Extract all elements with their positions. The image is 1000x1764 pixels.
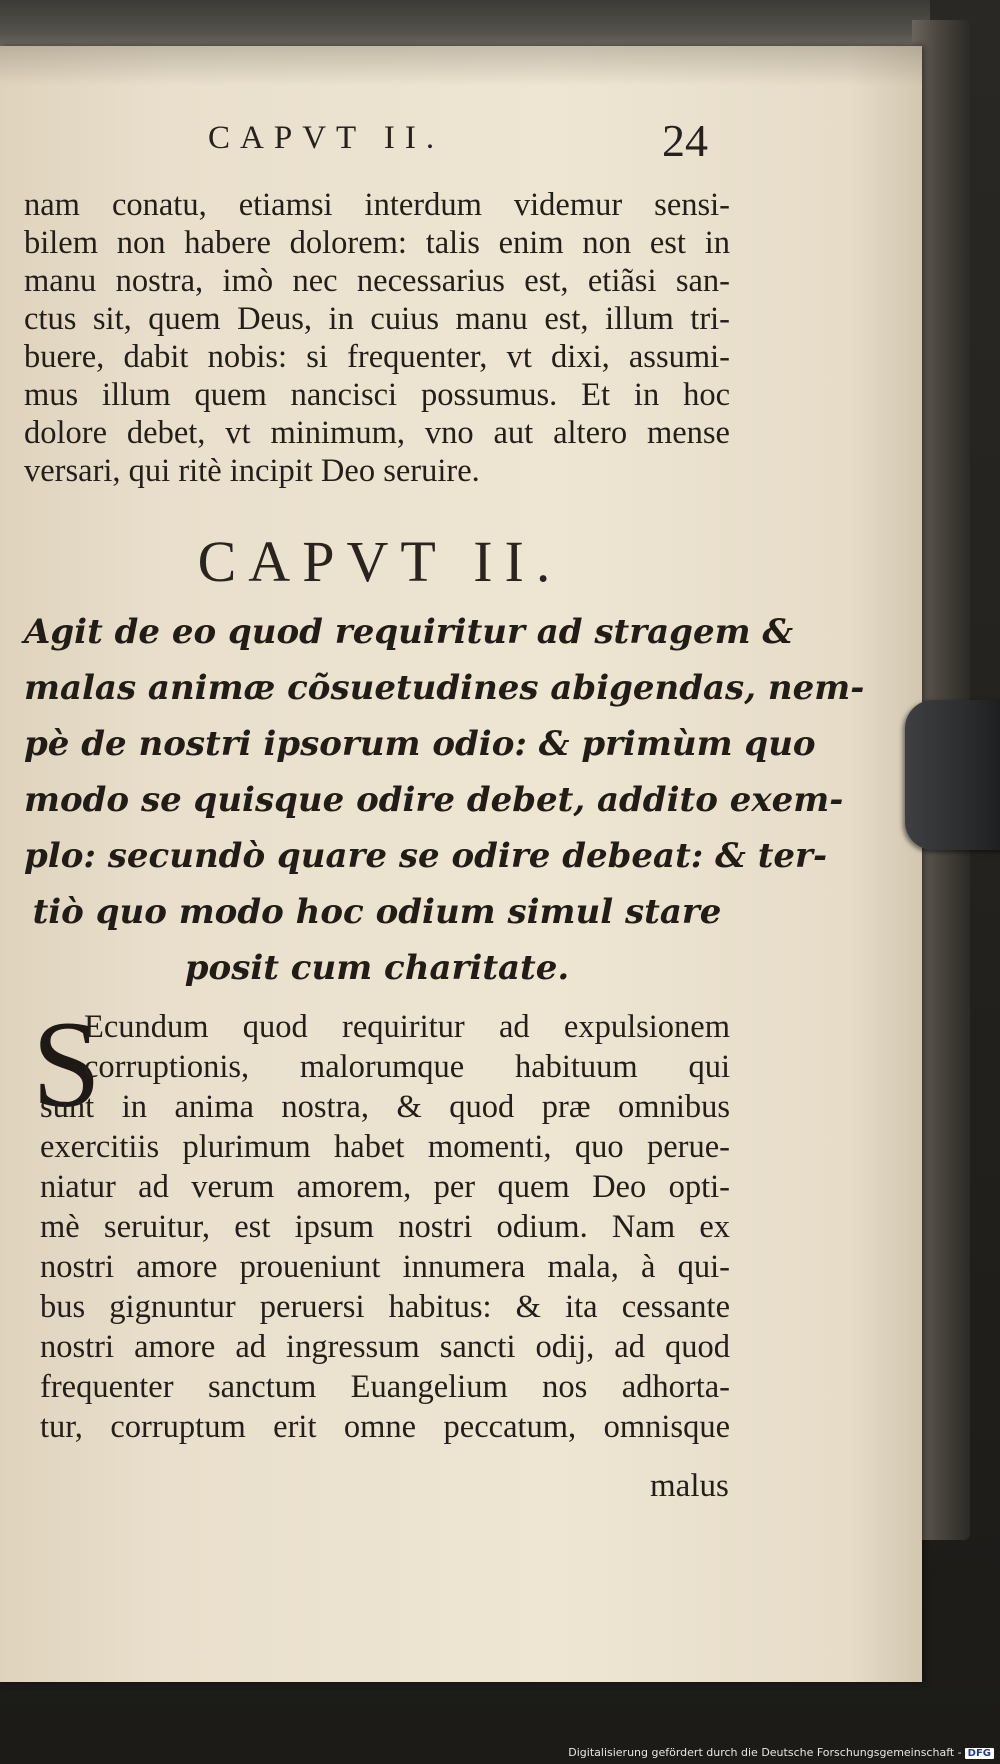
page-number: 24 xyxy=(662,115,708,166)
body-line: frequenter sanctum Euangelium nos adhorta- xyxy=(40,1369,730,1405)
text-line: bilem non habere dolorem: talis enim non est in xyxy=(24,225,730,261)
body-line: nostri amore ad ingressum sancti odij, ad quod xyxy=(40,1329,730,1365)
summary-line: modo se quisque odire debet, addito exem- xyxy=(24,780,844,820)
text-line: mus illum quem nancisci possumus. Et in hoc xyxy=(24,377,730,413)
summary-line: plo: secundò quare se odire debeat: & ter- xyxy=(24,836,828,876)
summary-line: pè de nostri ipsorum odio: & primùm quo xyxy=(24,724,816,764)
text-line: nam conatu, etiamsi interdum videmur sensi- xyxy=(24,187,730,223)
body-line: nostri amore proueniunt innumera mala, à qui- xyxy=(40,1249,730,1285)
summary-line: posit cum charitate. xyxy=(184,948,570,988)
text-line: dolore debet, vt minimum, vno aut altero mense xyxy=(24,415,730,451)
summary-line: Agit de eo quod requiritur ad stragem & xyxy=(24,612,794,652)
dfg-logo: DFG xyxy=(965,1748,994,1759)
chapter-heading: CAPVT II. xyxy=(197,529,563,594)
body-line: tur, corruptum erit omne peccatum, omnisque xyxy=(40,1409,730,1445)
body-line: bus gignuntur peruersi habitus: & ita cessante xyxy=(40,1289,730,1325)
running-title: CAPVT II. xyxy=(208,120,445,156)
body-line: corruptionis, malorumque habituum qui xyxy=(84,1049,730,1085)
summary-line: malas animæ cõsuetudines abigendas, nem- xyxy=(24,668,865,708)
credit-text: Digitalisierung gefördert durch die Deutsche Forschungsgemeinschaft - xyxy=(568,1746,962,1759)
catchword: malus xyxy=(650,1468,729,1504)
summary-line: tiò quo modo hoc odium simul stare xyxy=(32,892,722,932)
text-line: versari, qui ritè incipit Deo seruire. xyxy=(24,453,480,489)
text-line: buere, dabit nobis: si frequenter, vt dixi, assumi- xyxy=(24,339,730,375)
text-line: ctus sit, quem Deus, in cuius manu est, illum tri- xyxy=(24,301,730,337)
body-line: Ecundum quod requiritur ad expulsionem xyxy=(84,1009,730,1045)
body-line: niatur ad verum amorem, per quem Deo opti- xyxy=(40,1169,730,1205)
book-clasp xyxy=(905,700,1000,850)
body-line: sunt in anima nostra, & quod præ omnibus xyxy=(40,1089,730,1125)
body-line: exercitiis plurimum habet momenti, quo perue- xyxy=(40,1129,730,1165)
body-line: mè seruitur, est ipsum nostri odium. Nam ex xyxy=(40,1209,730,1245)
text-line: manu nostra, imò nec necessarius est, etiãsi san- xyxy=(24,263,730,299)
page-header xyxy=(200,115,740,168)
digitization-credit xyxy=(568,1746,994,1759)
drop-cap: S xyxy=(32,996,101,1133)
